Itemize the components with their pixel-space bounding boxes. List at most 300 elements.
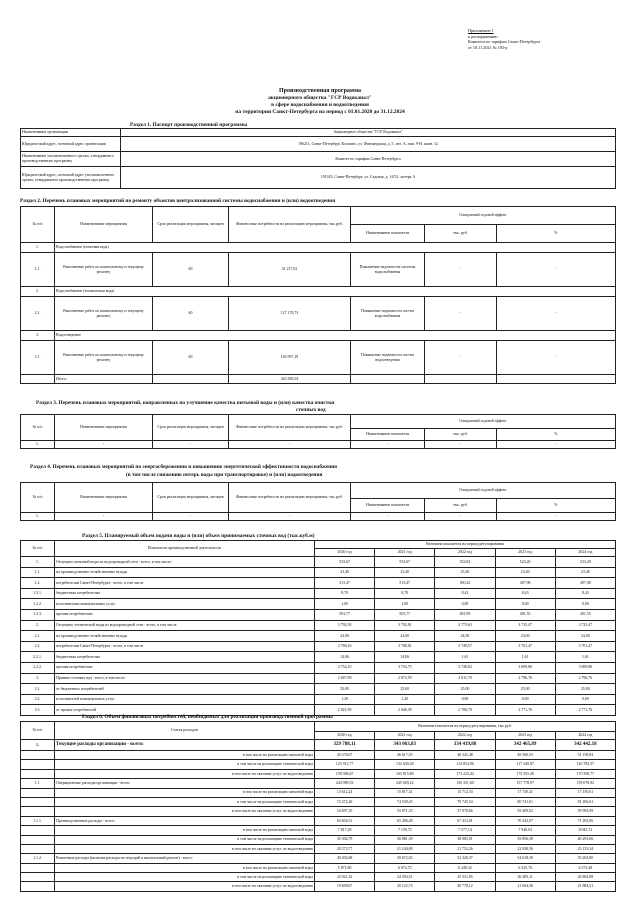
- col-indicator: Наименование показателя: [351, 429, 425, 441]
- row-value: 3 748,02: [435, 662, 495, 673]
- row-value: 523,82: [435, 557, 495, 568]
- row-value: 13 612,24: [315, 788, 375, 797]
- row-value: 523,28: [555, 557, 615, 568]
- row-num: [21, 788, 55, 797]
- row-value: 59 409,02: [495, 807, 555, 816]
- total-cell: [21, 375, 55, 384]
- row-num: [21, 844, 55, 853]
- row-name: Операционные расходы организации - всего:: [55, 779, 315, 788]
- row-value: 67 412,01: [435, 816, 495, 825]
- row-num: 3.: [21, 673, 55, 684]
- row-value: 2 811,70: [435, 673, 495, 684]
- row-name: Выполнение работ по капитальному и текущему ремонту: [55, 297, 153, 331]
- col-num: № п/п: [21, 541, 55, 557]
- row-value: 6 573,48: [555, 863, 615, 872]
- row-value: 71 203,96: [555, 816, 615, 825]
- row-value: 158 396,67: [315, 769, 375, 778]
- row-value: 170 500,77: [555, 769, 615, 778]
- table-row: [21, 779, 616, 788]
- appendix-line-2: к распоряжению: [468, 33, 498, 39]
- col-period: Срок реализации мероприятия, месяцев: [153, 207, 229, 243]
- row-value: 2 872,59: [375, 673, 435, 684]
- total-cell: [425, 375, 497, 384]
- row-value: 2 771,76: [555, 705, 615, 716]
- row-value: 20 573,77: [315, 844, 375, 853]
- row-value: 63 604,51: [315, 816, 375, 825]
- row-indicator: -: [351, 441, 425, 449]
- row-value: 57 078,66: [435, 807, 495, 816]
- row-value: 2 821,99: [315, 705, 375, 716]
- row-indicator: Повышение надежности систем водоотведения: [351, 341, 425, 375]
- row-value: 513,47: [375, 578, 435, 589]
- doc-title-line-4: на территории Санкт-Петербурга на период с 01.01.2020 до 31.12.2024: [235, 109, 405, 115]
- row-name: в том числе на оказание услуг по водоотведению: [55, 807, 315, 816]
- row-name: бюджетным потребителям: [55, 652, 315, 663]
- row-name: Производственные расходы - всего:: [55, 816, 315, 825]
- row-name: в том числе на реализацию технической воды: [55, 873, 315, 882]
- section-2-title: Раздел 2. Перечень плановых мероприятий по ремонту объектов централизованной системы водоснабжения и (или) водоотведения: [20, 198, 336, 204]
- row-num: 3.1.: [21, 684, 55, 695]
- table-row: [21, 844, 616, 853]
- group-label: Водоснабжение (техническая вода): [55, 287, 616, 297]
- row-period: -: [153, 441, 229, 449]
- section-3-title-cont: сточных вод: [296, 407, 326, 413]
- row-value: 17 730,41: [495, 788, 555, 797]
- row-value: 533,67: [375, 557, 435, 568]
- table-row: [21, 797, 616, 806]
- row-pct: -: [497, 441, 616, 449]
- row-value: 3 792,81: [375, 620, 435, 631]
- table-row: [21, 873, 616, 882]
- row-value: 497,98: [495, 578, 555, 589]
- row-name: бюджетным потребителям: [55, 588, 315, 599]
- table-row: [21, 854, 616, 863]
- row-num: [21, 873, 55, 882]
- row-value: 25,00: [435, 684, 495, 695]
- col-name: Статья расходов: [55, 722, 315, 740]
- row-name: от прочих потребителей: [55, 705, 315, 716]
- row-value: 175 555,49: [495, 769, 555, 778]
- table-row: [21, 631, 616, 642]
- row-value: 0,00: [435, 599, 495, 610]
- row-value: 25,00: [315, 684, 375, 695]
- row-value: 491,55: [495, 609, 555, 620]
- row-value: 3 773,63: [435, 620, 495, 631]
- row-value: 342 465,89: [495, 740, 555, 751]
- doc-title-line-3: в сфере водоснабжения и водоотведения: [271, 102, 369, 108]
- table-row: [21, 740, 616, 751]
- row-name: прочим потребителям: [55, 609, 315, 620]
- row-trub: -: [425, 253, 497, 287]
- section-4-title: Раздел 4. Перечень плановых мероприятий по энергосбережению и повышению энергетической эффективности водоснабжения: [30, 464, 338, 470]
- row-value: 132 630,48: [375, 760, 435, 769]
- row-trub: -: [425, 513, 497, 521]
- row-value: 513,47: [315, 578, 375, 589]
- col-name: Наименование мероприятия: [55, 415, 153, 441]
- row-value: 36 881,39: [375, 835, 435, 844]
- passport-table: [20, 128, 616, 189]
- row-value: 70 342,07: [495, 816, 555, 825]
- col-effect: Ожидаемый годовой эффект: [351, 483, 616, 499]
- appendix-line-1: Приложение 1: [468, 28, 494, 33]
- row-name: Текущие расходы организации - всего:: [55, 740, 315, 751]
- row-value: 40 293,06: [555, 835, 615, 844]
- passport-label: Наименование организации: [21, 129, 121, 137]
- row-period: 60: [153, 253, 229, 287]
- row-value: 7 817,28: [315, 826, 375, 835]
- year-header: 2020 год: [315, 732, 375, 740]
- row-num: [21, 835, 55, 844]
- row-value: 342 442,18: [555, 740, 615, 751]
- row-value: 8,70: [375, 588, 435, 599]
- row-name: от бюджетных потребителей: [55, 684, 315, 695]
- row-value: 23,40: [375, 567, 435, 578]
- row-num: [21, 882, 55, 891]
- row-value: 8,43: [555, 588, 615, 599]
- row-value: 54 697,10: [315, 807, 375, 816]
- row-value: 23 153,34: [555, 844, 615, 853]
- table-row: [21, 599, 616, 610]
- row-value: 163 815,80: [375, 769, 435, 778]
- col-effect: Ожидаемый годовой эффект: [351, 415, 616, 429]
- group-label: Водоснабжение (питьевая вода): [55, 243, 616, 253]
- col-pct: %: [497, 225, 616, 243]
- row-indicator: Повышение надежности системы водоснабжения: [351, 253, 425, 287]
- row-value: 7 159,72: [375, 826, 435, 835]
- row-value: 24,00: [495, 631, 555, 642]
- row-value: 55 263,80: [555, 854, 615, 863]
- col-fin: Финансовые потребности на реализацию мероприятия, тыс.руб.: [229, 207, 351, 243]
- row-value: 6 072,75: [375, 863, 435, 872]
- row-value: 79 745,54: [435, 797, 495, 806]
- row-name: Принято сточных вод - всего, в том числе: [55, 673, 315, 684]
- row-value: 21 104,88: [375, 844, 435, 853]
- row-value: 3 754,10: [315, 662, 375, 673]
- table-row: [21, 807, 616, 816]
- row-value: 3 725,47: [555, 620, 615, 631]
- row-value: 3 725,47: [495, 620, 555, 631]
- row-value: 3 754,75: [375, 662, 435, 673]
- row-value: 14,06: [375, 652, 435, 663]
- row-value: 38 085,01: [435, 835, 495, 844]
- row-num: 2.1.: [21, 297, 55, 331]
- row-value: 0,00: [555, 599, 615, 610]
- row-value: 24 594,51: [375, 873, 435, 882]
- col-period: Величина показателя на период регулирования, тыс.руб.: [315, 722, 616, 732]
- row-value: 329 788,11: [315, 740, 375, 751]
- year-header: 2023 год: [495, 732, 555, 740]
- col-effect: Ожидаемый годовой эффект: [351, 207, 616, 225]
- row-name: потребителям Санкт-Петербурга - всего, в том числе: [55, 641, 315, 652]
- col-num: № п/п: [21, 722, 55, 740]
- row-value: 7 940,03: [495, 826, 555, 835]
- row-indicator: -: [351, 513, 425, 521]
- table-row: [21, 578, 616, 589]
- row-name: Отпущено питьевой воды из водопроводной сети - всего, в том числе:: [55, 557, 315, 568]
- doc-title-line-2: акционерного общества "ГСР Водоканал": [268, 95, 372, 101]
- group-label: Водоотведение: [55, 331, 616, 341]
- row-value: 23,40: [315, 567, 375, 578]
- row-num: 3.2.: [21, 694, 55, 705]
- row-value: 125 912,77: [315, 760, 375, 769]
- row-name: потребителям Санкт-Петербурга - всего, в том числе: [55, 578, 315, 589]
- year-header: 2023 год: [495, 549, 555, 557]
- row-value: 23,40: [495, 567, 555, 578]
- row-value: 74 538,45: [375, 797, 435, 806]
- row-value: 25,00: [375, 684, 435, 695]
- table-row: [21, 588, 616, 599]
- row-value: 49 560,53: [495, 751, 555, 760]
- row-value: 45 478,67: [315, 751, 375, 760]
- row-value: 6 525,70: [495, 863, 555, 872]
- row-value: 24,00: [315, 631, 375, 642]
- col-num: № п/п: [21, 207, 55, 243]
- row-trub: -: [425, 441, 497, 449]
- row-value: 117 349,87: [495, 760, 555, 769]
- row-value: 3 768,81: [375, 641, 435, 652]
- row-value: 26 385,11: [495, 873, 555, 882]
- row-num: 3.1.: [21, 341, 55, 375]
- col-period: Величина показателя на период регулирования: [315, 541, 616, 549]
- row-num: 1.: [21, 557, 55, 568]
- row-value: 334 419,88: [435, 740, 495, 751]
- row-value: 157 778,97: [495, 779, 555, 788]
- row-value: 25 331,85: [435, 873, 495, 882]
- table-row: [21, 788, 616, 797]
- table-row: [21, 641, 616, 652]
- row-num: [21, 760, 55, 769]
- row-name: Выполнение работ по капитальному и текущему ремонту: [55, 341, 153, 375]
- row-value: 20 778,12: [435, 882, 495, 891]
- col-name: Наименование мероприятия: [55, 207, 153, 243]
- year-header: 2024 год: [555, 549, 615, 557]
- row-value: 1,61: [435, 652, 495, 663]
- row-name: в том числе на реализацию технической воды: [55, 760, 315, 769]
- row-fin: 184 997,29: [229, 341, 351, 375]
- row-value: 14,06: [315, 652, 375, 663]
- table-row: [21, 751, 616, 760]
- row-value: 1,20: [375, 694, 435, 705]
- row-value: 245 029,22: [375, 779, 435, 788]
- section-6-title: Раздел 6. Объем финансовых потребностей, необходимых для реализации производственной программы: [82, 714, 333, 720]
- table-row: [21, 826, 616, 835]
- table-row: [21, 684, 616, 695]
- passport-label: Юридический адрес, почтовый адрес уполномоченного органа, утвердившего производственную программу: [21, 167, 121, 189]
- row-value: 24,00: [435, 631, 495, 642]
- col-period: Срок реализации мероприятия, месяцев: [153, 415, 229, 441]
- row-value: 3 699,86: [555, 662, 615, 673]
- row-num: [21, 769, 55, 778]
- volume-table: [20, 540, 616, 716]
- col-trub: тыс. руб.: [425, 225, 497, 243]
- row-fin: 127 170,73: [229, 297, 351, 331]
- row-value: 25,00: [555, 684, 615, 695]
- row-name: в том числе на реализацию питьевой воды: [55, 863, 315, 872]
- col-trub: тыс. руб.: [425, 429, 497, 441]
- row-value: 23,40: [555, 567, 615, 578]
- row-value: 0,00: [495, 599, 555, 610]
- row-value: 50 672,02: [375, 854, 435, 863]
- row-value: 1,00: [315, 599, 375, 610]
- row-num: 1.2.3.: [21, 609, 55, 620]
- col-pct: %: [497, 429, 616, 441]
- row-value: 2 771,76: [495, 705, 555, 716]
- row-value: 3 768,16: [315, 641, 375, 652]
- row-num: [21, 807, 55, 816]
- row-pct: -: [497, 253, 616, 287]
- row-num: 2.1.: [21, 631, 55, 642]
- row-num: 2.: [21, 620, 55, 631]
- row-name: прочим потребителям: [55, 662, 315, 673]
- row-period: -: [153, 513, 229, 521]
- row-pct: -: [497, 513, 616, 521]
- table-row: [21, 652, 616, 663]
- row-name: исполнителям коммунальных услуг: [55, 599, 315, 610]
- table-row: [21, 769, 616, 778]
- row-name: -: [55, 441, 153, 449]
- row-value: 159 078,82: [555, 779, 615, 788]
- appendix-note: [468, 28, 628, 50]
- row-num: 1.2.2.: [21, 599, 55, 610]
- row-pct: -: [497, 341, 616, 375]
- row-value: 3 701,47: [555, 641, 615, 652]
- row-value: 81 206,61: [555, 797, 615, 806]
- total-cell: [351, 375, 425, 384]
- row-value: 46 617,55: [375, 751, 435, 760]
- row-num: 2.2.: [21, 641, 55, 652]
- row-value: 72 472,26: [315, 797, 375, 806]
- table-row: [21, 694, 616, 705]
- row-value: 39 856,58: [495, 835, 555, 844]
- row-num: [21, 826, 55, 835]
- row-name: в том числе на оказание услуг по водоотведению: [55, 769, 315, 778]
- table-row: [21, 620, 616, 631]
- row-pct: -: [497, 297, 616, 331]
- table-row: [21, 760, 616, 769]
- table-row: [21, 609, 616, 620]
- year-header: 2022 год: [435, 732, 495, 740]
- row-name: в том числе на оказание услуг по водоотведению: [55, 844, 315, 853]
- row-num: 1.1.1.: [21, 816, 55, 825]
- appendix-line-4: от 18.11.2021 № 183-р: [468, 44, 508, 50]
- row-value: 22 938,56: [495, 844, 555, 853]
- row-value: 54 618,39: [495, 854, 555, 863]
- row-value: 55 071,35: [375, 807, 435, 816]
- row-period: 60: [153, 341, 229, 375]
- section-3-title: Раздел 3. Перечень плановых мероприятий, направленных на улучшение качества питьевой воды и (или) качества очистки: [36, 400, 335, 406]
- passport-value: Акционерное общество "ГСР Водоканал": [121, 129, 616, 137]
- row-value: 1,20: [315, 694, 375, 705]
- row-value: 23,40: [435, 567, 495, 578]
- row-num: 3.: [21, 331, 55, 341]
- row-trub: -: [425, 297, 497, 331]
- row-value: 24,00: [555, 631, 615, 642]
- row-fin: 31 217,02: [229, 253, 351, 287]
- finance-table: [20, 721, 616, 892]
- row-fin: -: [229, 441, 351, 449]
- row-num: [21, 863, 55, 872]
- row-value: 491,55: [555, 609, 615, 620]
- row-name: исполнителей коммунальных услуг: [55, 694, 315, 705]
- table-row: [21, 882, 616, 891]
- col-period: Срок реализации мероприятия, месяцев: [153, 483, 229, 513]
- row-value: 2 846,39: [375, 705, 435, 716]
- row-value: 21 884,51: [555, 882, 615, 891]
- row-value: 59 993,99: [555, 807, 615, 816]
- row-num: 3.3.: [21, 705, 55, 716]
- row-value: 497,98: [555, 578, 615, 589]
- row-num: 1.2.: [21, 578, 55, 589]
- row-num: 1.2.1.: [21, 588, 55, 599]
- total-cell: [153, 375, 229, 384]
- col-pct: %: [497, 499, 616, 513]
- appendix-line-3: Комитета по тарифам Санкт-Петербурга: [468, 39, 541, 45]
- row-value: 2 847,99: [315, 673, 375, 684]
- repair-table: [20, 206, 616, 384]
- passport-value: 196211, Санкт-Петербург, Колпино, ул. Финляндская, д. 5, лит. А, пом. 9-Н, комн. 12: [121, 137, 616, 152]
- row-value: 533,67: [315, 557, 375, 568]
- row-value: 8 045,72: [555, 826, 615, 835]
- row-name: на производственно-хозяйственные нужды: [55, 631, 315, 642]
- total-value: 343 385,04: [229, 375, 351, 384]
- row-num: 1.: [21, 513, 55, 521]
- row-name: в том числе на реализацию технической воды: [55, 797, 315, 806]
- row-value: 3 749,57: [435, 641, 495, 652]
- row-value: 25,00: [495, 684, 555, 695]
- row-num: 1.1.: [21, 779, 55, 788]
- row-value: 0,00: [495, 694, 555, 705]
- row-value: 343 063,83: [375, 740, 435, 751]
- row-value: 491,99: [435, 609, 495, 620]
- passport-label: Юридический адрес, почтовый адрес организации: [21, 137, 121, 152]
- row-name: на производственно-хозяйственные нужды: [55, 567, 315, 578]
- section-4-title-cont: (в том числе снижению потерь воды при транспортировке) и (или) водоотведения: [126, 472, 323, 478]
- row-value: 35 504,79: [315, 835, 375, 844]
- row-indicator: Повышение надежности систем водоснабжения: [351, 297, 425, 331]
- row-trub: -: [425, 341, 497, 375]
- row-value: 523,26: [495, 557, 555, 568]
- row-num: 2.2.1.: [21, 652, 55, 663]
- row-value: 2 786,70: [435, 705, 495, 716]
- row-num: 1.: [21, 740, 55, 751]
- row-fin: -: [229, 513, 351, 521]
- row-value: 1,61: [495, 652, 555, 663]
- row-value: 51 158,84: [555, 751, 615, 760]
- row-value: 15 712,33: [435, 788, 495, 797]
- quality-table: [20, 414, 616, 449]
- section-5-title: Раздел 5. Планируемый объем подачи воды и (или) объем принимаемых сточных вод (тыс.куб.м): [82, 533, 315, 539]
- year-header: 2024 год: [555, 732, 615, 740]
- row-value: 114 854,96: [435, 760, 495, 769]
- row-value: 500,42: [435, 578, 495, 589]
- row-value: 1,00: [375, 599, 435, 610]
- row-name: в том числе на оказание услуг по водоотведению: [55, 882, 315, 891]
- passport-label: Наименование уполномоченного органа, утвердившего производственную программу: [21, 152, 121, 167]
- col-indicator: Наименование показателя: [351, 499, 425, 513]
- row-value: 20 122,73: [375, 882, 435, 891]
- row-value: 21 604,58: [495, 882, 555, 891]
- row-value: 19 609,67: [315, 882, 375, 891]
- row-value: 3 701,47: [495, 641, 555, 652]
- total-label: Итого:: [55, 375, 153, 384]
- table-row: [21, 835, 616, 844]
- year-header: 2022 год: [435, 549, 495, 557]
- row-value: 80 741,61: [495, 797, 555, 806]
- row-name: Отпущено технической воды из водопроводной сети - всего, в том числе: [55, 620, 315, 631]
- row-name: Ремонтные расходы (включая расходы на текущий и капитальный ремонт) - всего:: [55, 854, 315, 863]
- passport-value: Комитет по тарифам Санкт-Петербурга: [121, 152, 616, 167]
- row-value: 21 752,26: [435, 844, 495, 853]
